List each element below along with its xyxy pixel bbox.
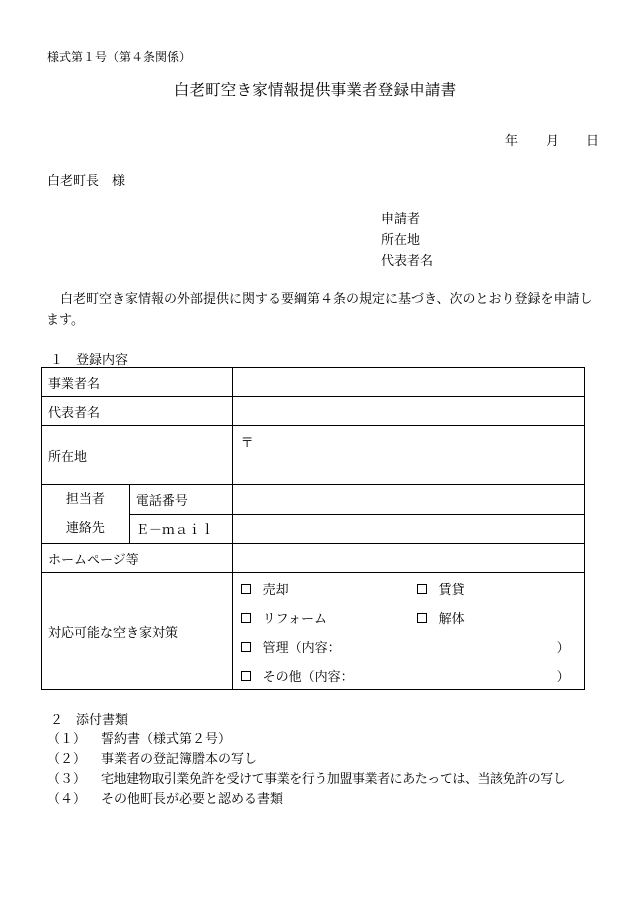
list-item <box>47 748 257 767</box>
measures-label: 対応可能な空き家対策 <box>42 573 233 690</box>
business-name-field[interactable] <box>232 368 584 397</box>
applicant-label: 申請者 <box>381 212 421 227</box>
checkbox-reform[interactable] <box>241 613 251 623</box>
body-paragraph: 白老町空き家情報の外部提供に関する要綱第４条の規定に基づき、次のとおり登録を申請します。 <box>46 292 593 328</box>
phone-label: 電話番号 <box>129 485 232 515</box>
checkbox-other[interactable] <box>241 671 251 681</box>
addressee: 白老町長 様 <box>47 174 126 189</box>
option-reform[interactable] <box>241 608 327 627</box>
option-management-label: 管理（内容： <box>262 641 341 656</box>
checkbox-management[interactable] <box>241 642 251 652</box>
table-row <box>42 397 585 426</box>
option-other[interactable] <box>241 666 354 685</box>
option-management[interactable] <box>241 637 341 656</box>
email-field[interactable] <box>232 514 584 544</box>
option-lease[interactable] <box>417 579 465 598</box>
table-row <box>42 573 585 690</box>
homepage-field[interactable] <box>232 544 584 573</box>
phone-field[interactable] <box>232 485 584 515</box>
option-other-label: その他（内容： <box>262 670 354 685</box>
list-item-text: その他町長が必要と認める書類 <box>101 792 284 807</box>
email-label: Ｅ－ｍａｉｌ <box>129 514 232 544</box>
homepage-label: ホームページ等 <box>42 544 233 573</box>
table-row <box>42 544 585 573</box>
address-label: 所在地 <box>42 426 233 485</box>
list-item <box>47 768 565 787</box>
applicant-address-label: 所在地 <box>381 233 421 248</box>
list-item-number: （２） <box>47 752 87 767</box>
section1-heading: １ 登録内容 <box>50 353 129 368</box>
business-name-label: 事業者名 <box>42 368 233 397</box>
form-number: 様式第１号（第４条関係） <box>47 50 192 64</box>
address-field[interactable] <box>232 426 584 485</box>
option-sale[interactable] <box>241 579 289 598</box>
option-sale-label: 売却 <box>262 583 289 598</box>
contact-info-label: 連絡先 <box>65 521 105 536</box>
representative-name-label: 代表者名 <box>42 397 233 426</box>
checkbox-demolition[interactable] <box>417 613 427 623</box>
list-item <box>47 788 283 807</box>
list-item-text: 誓約書（様式第２号） <box>101 732 232 747</box>
list-item-text: 宅地建物取引業免許を受けて事業を行う加盟事業者にあたっては、当該免許の写し <box>101 772 566 787</box>
other-close-paren: ） <box>556 670 570 685</box>
option-demolition[interactable] <box>417 608 465 627</box>
list-item-number: （３） <box>47 772 87 787</box>
table-row <box>42 485 585 515</box>
contact-person-label: 担当者 <box>65 492 105 507</box>
applicant-representative-label: 代表者名 <box>381 254 434 269</box>
section2-heading: ２ 添付書類 <box>50 713 129 728</box>
measures-options <box>232 573 584 690</box>
registration-table <box>41 367 585 690</box>
checkbox-lease[interactable] <box>417 584 427 594</box>
postal-mark: 〒 <box>240 436 254 451</box>
list-item-text: 事業者の登記簿謄本の写し <box>101 752 258 767</box>
contact-cell <box>42 485 130 544</box>
option-demolition-label: 解体 <box>438 612 465 627</box>
option-reform-label: リフォーム <box>262 612 328 627</box>
list-item-number: （４） <box>47 792 87 807</box>
date-year-label: 年 <box>505 134 519 149</box>
management-close-paren: ） <box>556 641 570 656</box>
list-item-number: （１） <box>47 732 87 747</box>
date-day-label: 日 <box>586 134 600 149</box>
list-item <box>47 728 231 747</box>
representative-name-field[interactable] <box>232 397 584 426</box>
table-row <box>42 368 585 397</box>
page-title: 白老町空き家情報提供事業者登録申請書 <box>173 81 457 99</box>
checkbox-sale[interactable] <box>241 584 251 594</box>
table-row <box>42 426 585 485</box>
date-month-label: 月 <box>546 134 560 149</box>
option-lease-label: 賃貸 <box>438 583 465 598</box>
